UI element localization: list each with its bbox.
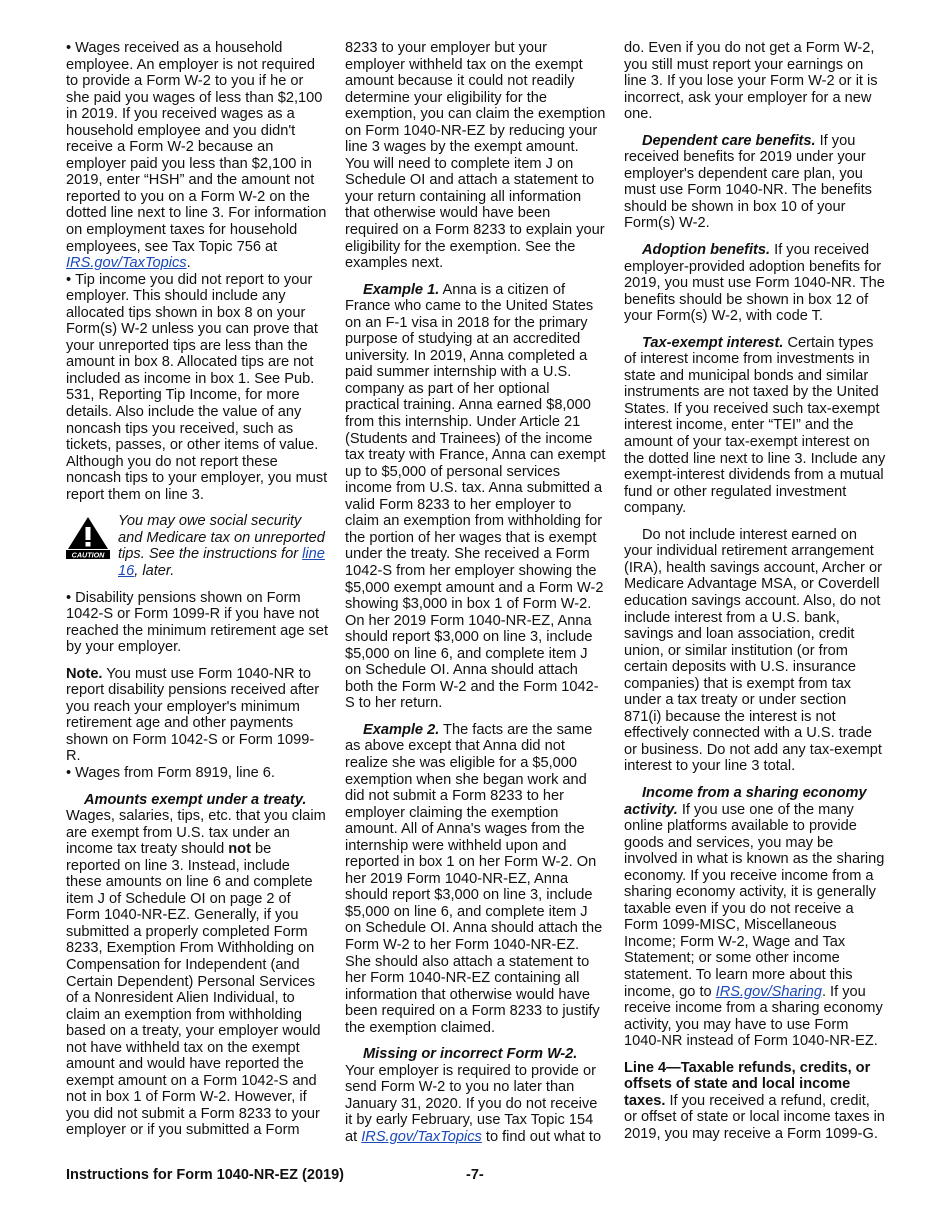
adoption-heading: Adoption benefits. bbox=[642, 242, 771, 259]
dependent-care-paragraph: Dependent care benefits. If you received benefits for 2019 under your employer's dependent care plan, you must use Form 1040-NR. The benefits should be shown in box 10 of your Form(s) W-2. bbox=[624, 132, 872, 232]
column-3 bbox=[624, 40, 886, 1142]
example-1-paragraph: Example 1. Anna is a citizen of France who came to the United States on an F-1 visa in 2018 for the primary purpose of studying at an accredited university. In 2019, Anna completed a paid summer internship with a U.S. company as part of her optional practical training. Anna earned $8,000 from this internship. Under Article 21 (Students and Trainees) of the income tax treaty with France, Anna can exempt up to $5,000 of personal services income from U.S. tax. Anna submitted a valid Form 8233 to her employer to claim an exemption from withholding for the portion of her wages that is exempt under the treaty. She received a Form 1042-S from her employer showing the $5,000 exempt amount and a Form W-2 showing $3,000 in box 1 of Form W-2. On her 2019 Form 1040-NR-EZ, Anna should report $3,000 on line 3, include $5,000 on line 6, and complete item J on Schedule OI. Anna should attach both the Form W-2 and the Form 1042-S to her return. bbox=[345, 281, 606, 712]
line-16-link[interactable]: line 16 bbox=[118, 546, 325, 579]
irs-taxtopics-link-2[interactable]: IRS.gov/TaxTopics bbox=[361, 1129, 482, 1145]
example-1-label: Example 1. bbox=[363, 281, 440, 298]
tip-income-paragraph: • Tip income you did not report to your employer. This should include any allocated tips shown in box 8 on your Form(s) W-2 unless you can prove that your unreported tips are less than the amount in box 8. Allocated tips are not included as income in box 1. See Pub. 531, Reporting Tip Income, for more details. Also include the value of any noncash tips you received, such as tickets, passes, or other items of value. Although you do not report these noncash tips to your employer, you must report them on line 3. bbox=[66, 272, 328, 504]
sharing-economy-heading: Income from a sharing economy activity. bbox=[624, 784, 867, 818]
caution-text: You may owe social security and Medicare tax on unreported tips. See the instructions for bbox=[118, 513, 325, 563]
missing-w2-heading: Missing or incorrect Form W-2. bbox=[363, 1046, 578, 1063]
w2-continued-paragraph: do. Even if you do not get a Form W-2, you still must report your earnings on line 3. If you lose your Form W-2 or it is incorrect, ask your employer for a new one. bbox=[624, 40, 878, 123]
example-2-label: Example 2. bbox=[363, 721, 440, 738]
irs-taxtopics-link[interactable]: IRS.gov/TaxTopics bbox=[66, 255, 187, 272]
treaty-heading: Amounts exempt under a treaty. bbox=[84, 791, 307, 808]
household-wages-paragraph: • Wages received as a household employee. An employer is not required to provide a Form W-2 to you if he or she paid you wages of less than $2,100 in 2019. If you received wages as a household employee and you didn't receive a Form W-2 because an employer paid you less than $2,100 in 2019, enter “HSH” and the amount not reported to you on a Form W-2 on the dotted line next to line 3. For information on employment taxes for household employees, see Tax Topic 756 at IRS.gov/TaxTopics. bbox=[66, 40, 328, 272]
do-not-include-paragraph: Do not include interest earned on your individual retirement arrangement (IRA), health savings account, Archer or Medicare Advantage MSA, or Coverdell education savings account. Also, do not include interest from a U.S. bank, savings and loan association, credit union, or similar institution (or from certain deposits with U.S. insurance companies) that is exempt from tax under a tax treaty or under section 871(i) because the interest is not effectively connected with a U.S. trade or business. Do not add any tax-exempt interest to your line 3 total. bbox=[624, 526, 882, 775]
tax-exempt-interest-paragraph: Tax-exempt interest. Certain types of interest income from investments in state and municipal bonds and similar instruments are not taxed by the United States. If you received such tax-exempt interest income, enter “TEI” and the amount of your tax-exempt interest on the dotted line next to line 3. Include any exempt-interest dividends from a mutual fund or other regulated investment company. bbox=[624, 334, 886, 517]
irs-sharing-link[interactable]: IRS.gov/Sharing bbox=[715, 983, 822, 1000]
caution-icon bbox=[66, 515, 110, 559]
line-4-paragraph: Line 4—Taxable refunds, credits, or offsets of state and local income taxes. If you received a refund, credit, or offset of state or local income taxes in 2019, you may receive a Form 1099-G. bbox=[624, 1059, 885, 1142]
example-2-paragraph: Example 2. The facts are the same as above except that Anna did not realize she was eligible for a $5,000 exemption when she began work and did not submit a Form 8233 to her employer claiming the exemption amount. All of Anna's wages from the internship were withheld upon and reported in box 1 on her Form W-2. On her 2019 Form 1040-NR-EZ, Anna should report $3,000 on line 3, include $5,000 on line 6, and complete item J on Schedule OI. Anna should attach the Form W-2 to her Form 1040-NR-EZ. She should also attach a statement to her Form 1040-NR-EZ containing all information that otherwise would have been required on a Form 8233 to justify the exemption claimed. bbox=[345, 721, 603, 1036]
tax-exempt-heading: Tax-exempt interest. bbox=[642, 334, 784, 351]
treaty-paragraph: Amounts exempt under a treaty. Wages, salaries, tips, etc. that you claim are exempt from U.S. tax under an income tax treaty should not be reported on line 3. Instead, include these amounts on line 6 and complete item J of Schedule OI on page 2 of Form 1040-NR-EZ. Generally, if you submitted a properly completed Form 8233, Exemption From Withholding on Compensation for Independent (and Certain Dependent) Personal Services of a Nonresident Alien Individual, to claim an exemption from withholding based on a treaty, your employer would not have withheld tax on the exempt amount and would have reported the exempt amount on a Form 1042-S and not in box 1 of Form W-2. However, if you did not submit a Form 8233 to your employer or if you submitted a Form bbox=[66, 791, 326, 1139]
note-paragraph: Note. You must use Form 1040-NR to report disability pensions received after you reach your employer's minimum retirement age and other payments shown on Form 1042-S or Form 1099-R. bbox=[66, 665, 320, 765]
column-2 bbox=[345, 40, 607, 1146]
note-label: Note. bbox=[66, 665, 103, 682]
sharing-economy-paragraph: Income from a sharing economy activity. If you use one of the many online platforms available to provide goods and services, you may be involved in what is known as the sharing economy. If you receive income from a sharing economy activity, it is generally taxable even if you do not receive a Form 1099-MISC, Miscellaneous Income; Form W-2, Wage and Tax Statement; or some other income statement. To learn more about this income, go to IRS.gov/Sharing. If you receive income from a sharing economy activity, you may have to use Form 1040-NR instead of Form 1040-NR-EZ. bbox=[624, 784, 885, 1050]
adoption-paragraph: Adoption benefits. If you received employer-provided adoption benefits for 2019, you must use Form 1040-NR. The benefits should be shown in box 12 of your Form(s) W-2, with code T. bbox=[624, 242, 885, 325]
footer-title: Instructions for Form 1040-NR-EZ (2019) bbox=[66, 1167, 344, 1183]
column-1 bbox=[66, 40, 328, 1139]
form-8919-paragraph: • Wages from Form 8919, line 6. bbox=[66, 765, 328, 782]
caution-note: CAUTION You may owe social security and Medicare tax on unreported tips. See the instructions for line 16, later. bbox=[66, 513, 328, 579]
line-4-heading: Line 4—Taxable refunds, credits, or offsets of state and local income taxes. bbox=[624, 1059, 871, 1109]
form-8233-paragraph: 8233 to your employer but your employer withheld tax on the exempt amount because it could not readily determine your eligibility for the exemption, you can claim the exemption on Form 1040-NR-EZ by reducing your line 3 wages by the exempt amount. You will need to complete item J on Schedule OI and attach a statement to your return containing all information that otherwise would have been required on a Form 8233 to explain your eligibility for the exemption. See the examples next. bbox=[345, 40, 606, 272]
disability-pensions-paragraph: • Disability pensions shown on Form 1042-S or Form 1099-R if you have not reached the minimum retirement age set by your employer. bbox=[66, 590, 328, 656]
svg-text:CAUTION: CAUTION bbox=[71, 550, 105, 560]
missing-w2-paragraph: Missing or incorrect Form W-2. Your employer is required to provide or send Form W-2 to you no later than January 31, 2020. If you do not receive it by early February, use Tax Topic 154 at IRS.gov/TaxTopics to find out what to bbox=[345, 1046, 602, 1145]
page-number: -7- bbox=[466, 1167, 484, 1183]
dependent-care-heading: Dependent care benefits. bbox=[642, 132, 816, 149]
